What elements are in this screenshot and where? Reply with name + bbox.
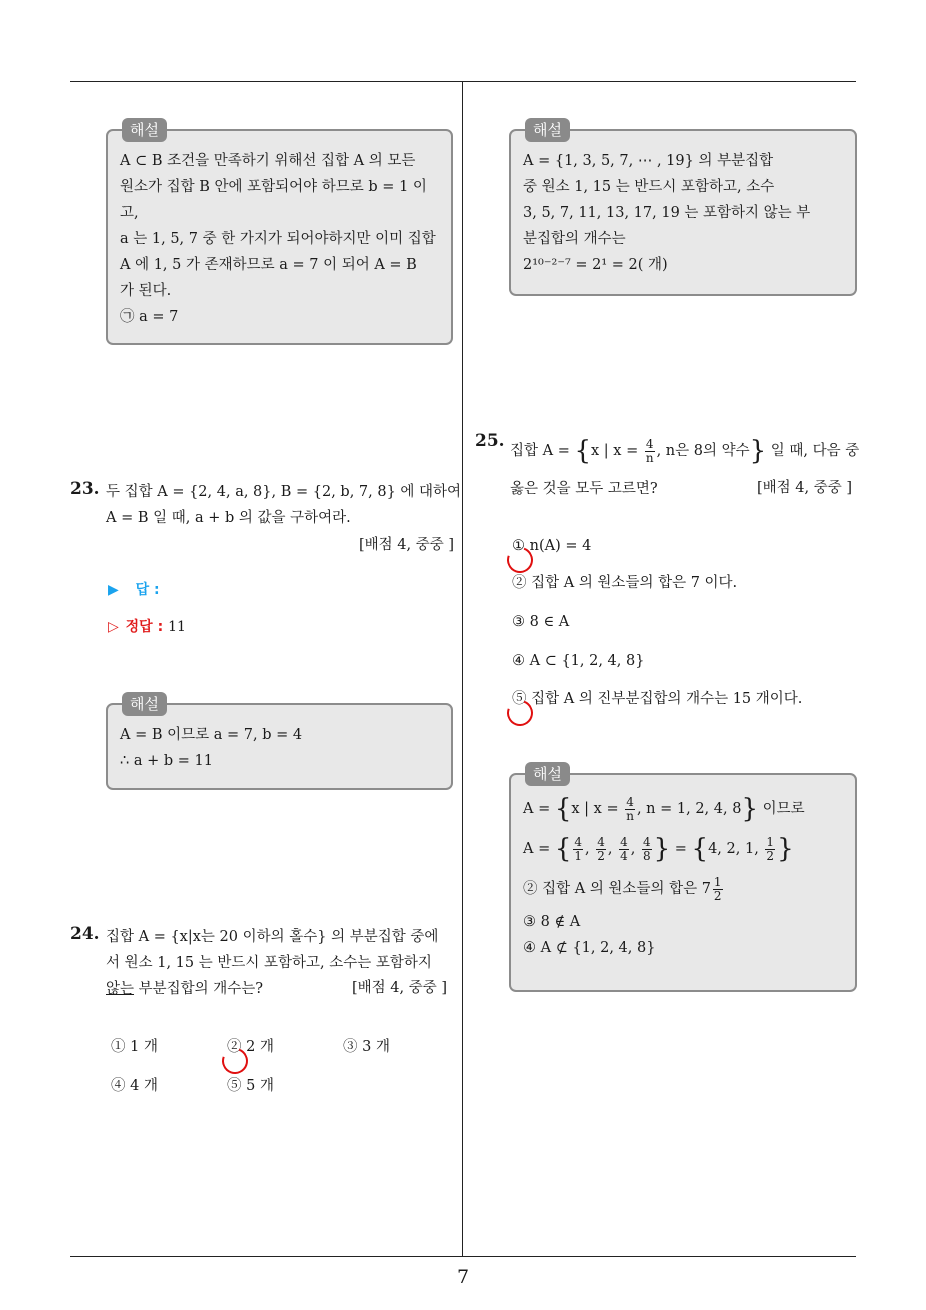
answer-row-23 <box>108 579 160 599</box>
correct-answer-row-23 <box>108 616 186 636</box>
choice-1[interactable]: ① 1 개 <box>111 1039 158 1055</box>
solution-line: 원소가 집합 B 안에 포함되어야 하므로 b = 1 이 <box>120 179 427 195</box>
stem-suffix: 일 때, 다음 중 <box>770 443 860 459</box>
correct-label: 정답 : <box>125 619 164 635</box>
question-line: 서 원소 1, 15 는 반드시 포함하고, 소수는 포함하지 <box>106 955 432 971</box>
solution-line: ④ A ⊄ {1, 2, 4, 8} <box>523 940 656 956</box>
question-line <box>510 432 859 470</box>
question-line: 옳은 것을 모두 고르면? <box>510 481 658 497</box>
footer-rule <box>70 1256 856 1257</box>
solution-line: ② 집합 A 의 원소들의 합은 7 $\frac{1}{2}$ <box>523 874 722 903</box>
solution-line: A = {x | x = $\frac{4}{n}$ , n = 1, 2, 4, 8} 이므로 <box>523 794 805 824</box>
solution-line: ∴ a + b = 11 <box>120 753 213 769</box>
column-divider <box>462 82 463 1256</box>
solution-box-q23 <box>106 695 453 790</box>
solution-tag: 해설 <box>525 118 570 142</box>
solution-line: A = B 이므로 a = 7, b = 4 <box>120 727 303 743</box>
page-number: 7 <box>456 1266 470 1288</box>
question-line: A = B 일 때, a + b 의 값을 구하여라. <box>106 510 351 526</box>
solution-box-q22 <box>106 121 453 345</box>
choice-4[interactable]: ④ 4 개 <box>111 1078 158 1094</box>
choice-4[interactable]: ④ A ⊂ {1, 2, 4, 8} <box>512 653 645 669</box>
brace: { <box>574 436 592 466</box>
question-meta-25: [배점 4, 중중 ] <box>756 480 852 496</box>
answer-label: 답 : <box>135 582 160 598</box>
play-arrow-icon: ▶ <box>108 582 119 598</box>
question-text-25-line2 <box>510 476 658 502</box>
question-number-23: 23. <box>70 479 100 499</box>
brace: } <box>749 436 767 466</box>
choice-label: ② 2 개 <box>227 1039 274 1055</box>
question-meta-24: [배점 4, 중중 ] <box>351 980 447 996</box>
solution-line: A = {1, 3, 5, 7, ⋯ , 19} 의 부분집합 <box>523 153 774 169</box>
solution-tag: 해설 <box>525 762 570 786</box>
set-tail: , n은 8의 약수 <box>656 443 750 459</box>
solution-line: 중 원소 1, 15 는 반드시 포함하고, 소수 <box>523 179 775 195</box>
solution-line: ㉠ a = 7 <box>120 309 179 325</box>
question-text-25 <box>510 432 859 470</box>
solution-tag: 해설 <box>122 692 167 716</box>
choice-2[interactable] <box>227 1034 274 1060</box>
question-meta-23: [배점 4, 중중 ] <box>358 537 454 553</box>
question-line: 두 집합 A = {2, 4, a, 8}, B = {2, b, 7, 8} 에 대하여 <box>106 484 462 500</box>
solution-line: a 는 1, 5, 7 중 한 가지가 되어야하지만 이미 집합 <box>120 231 436 247</box>
question-line: 집합 A = {x|x는 20 이하의 홀수} 의 부분집합 중에 <box>106 929 439 945</box>
correct-value: 11 <box>168 619 186 635</box>
solution-line: A ⊂ B 조건을 만족하기 위해선 집합 A 의 모든 <box>120 153 416 169</box>
question-line-rest: 부분집합의 개수는? <box>134 981 264 997</box>
stem-prefix: 집합 A = <box>510 443 570 459</box>
question-text-23 <box>106 479 461 531</box>
fraction: $\frac{4}{n}$ <box>645 436 654 465</box>
solution-line: 분집합의 개수는 <box>523 231 626 247</box>
question-number-24: 24. <box>70 924 100 944</box>
choice-label: ⑤ 집합 A 의 진부분집합의 개수는 15 개이다. <box>512 691 803 707</box>
solution-line: 3, 5, 7, 11, 13, 17, 19 는 포함하지 않는 부 <box>523 205 811 221</box>
header-rule <box>70 81 856 82</box>
choice-5[interactable] <box>512 686 802 712</box>
solution-line: ③ 8 ∉ A <box>523 914 581 930</box>
solution-line: 2¹⁰⁻²⁻⁷ = 2¹ = 2( 개) <box>523 257 668 273</box>
choice-3[interactable]: ③ 8 ∈ A <box>512 614 570 630</box>
solution-box-q25 <box>509 765 857 992</box>
solution-box-q24 <box>509 121 857 296</box>
solution-line: 고, <box>120 205 139 221</box>
underlined-word: 않는 <box>106 981 135 997</box>
question-number-25: 25. <box>475 431 505 451</box>
choice-3[interactable]: ③ 3 개 <box>343 1039 390 1055</box>
choice-2[interactable]: ② 집합 A 의 원소들의 합은 7 이다. <box>512 575 738 591</box>
solution-line: 가 된다. <box>120 283 172 299</box>
choice-5[interactable]: ⑤ 5 개 <box>227 1078 274 1094</box>
choice-1[interactable] <box>512 533 591 559</box>
solution-line: A 에 1, 5 가 존재하므로 a = 7 이 되어 A = B <box>120 257 417 273</box>
outline-arrow-icon: ▷ <box>108 619 119 635</box>
choice-label: ① n(A) = 4 <box>512 538 592 554</box>
solution-line: A = { $\frac{4}{1}$ , $\frac{4}{2}$ , $\frac{4}{4}$ , $\frac{4}{8}$ } = {4, 2, 1, $\frac{1}{2}$ } <box>523 834 794 864</box>
set-head: x | x = <box>591 443 639 459</box>
solution-tag: 해설 <box>122 118 167 142</box>
